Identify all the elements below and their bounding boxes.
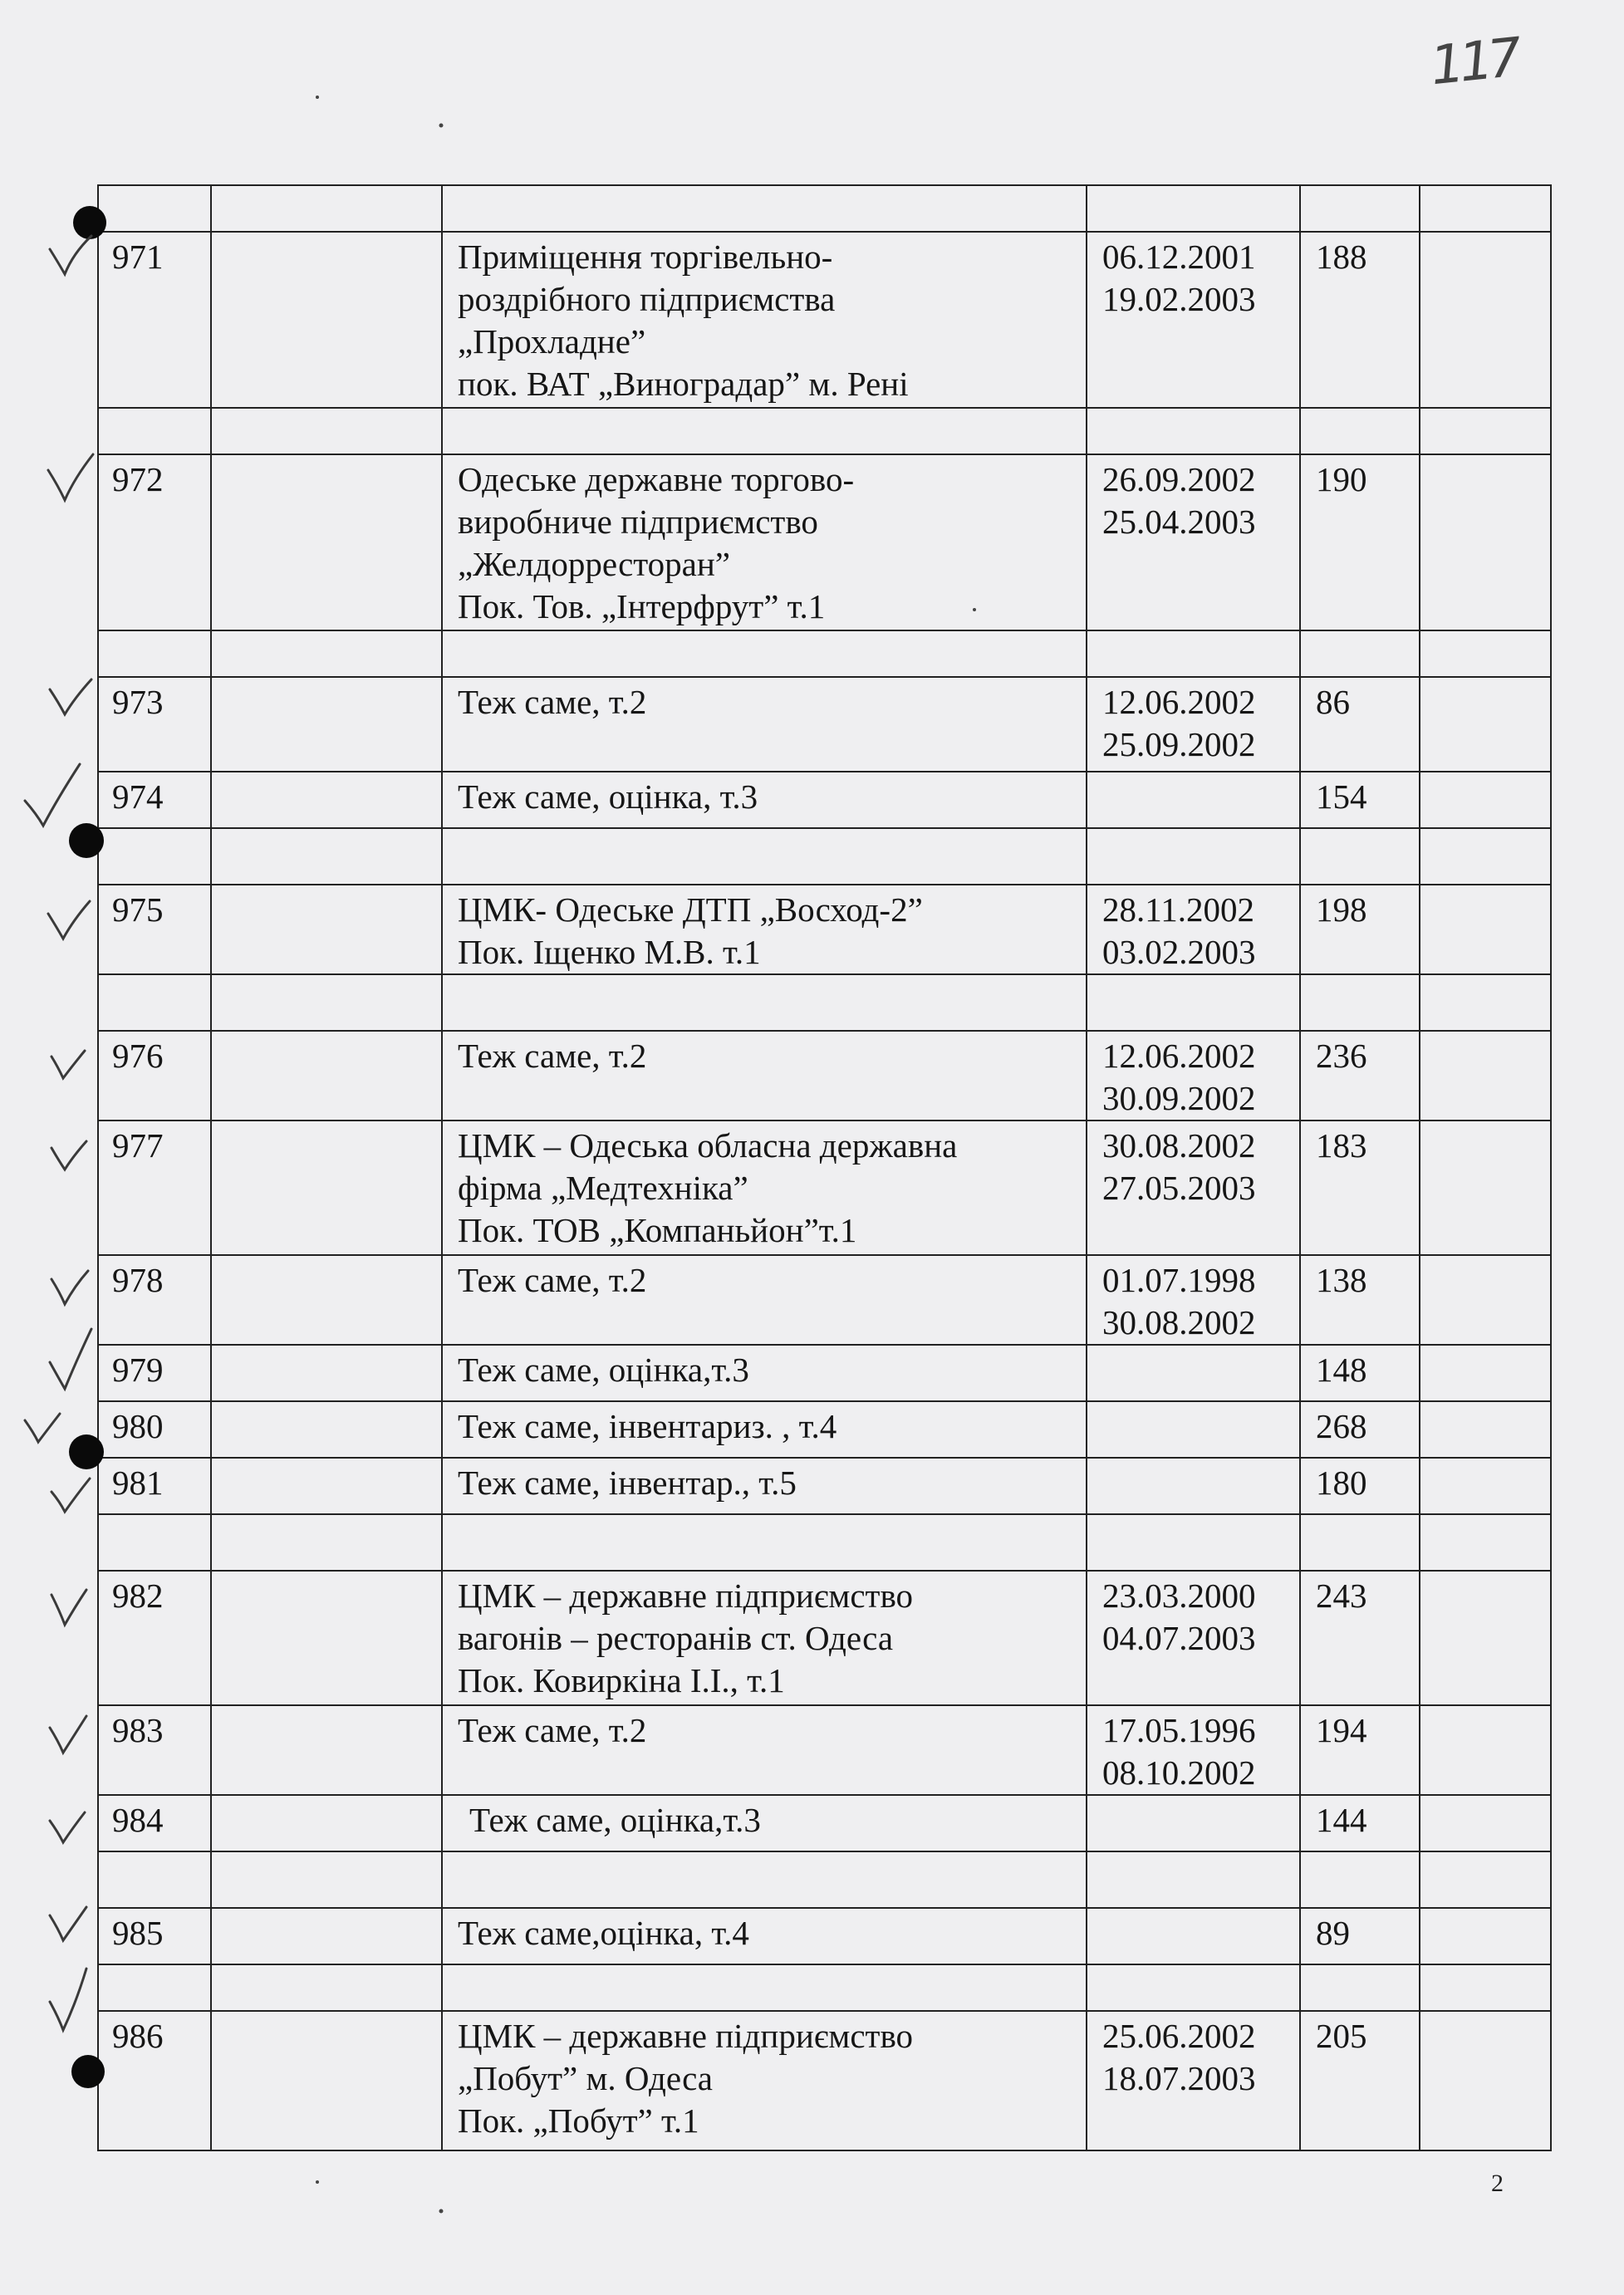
case-title-line: Теж саме, т.2 (458, 1037, 647, 1075)
case-number-cell: 976 (98, 1031, 211, 1121)
case-title-line: роздрібного підприємства (458, 280, 836, 318)
notes-cell (1420, 677, 1551, 772)
notes-cell (1420, 630, 1551, 677)
notes-cell (1420, 885, 1551, 974)
case-number-cell: 984 (98, 1795, 211, 1851)
notes-cell (1420, 1401, 1551, 1458)
inventory-table-body (98, 185, 1551, 2150)
table-row (98, 1908, 1551, 1964)
blank-column-cell (211, 185, 442, 232)
date-range-cell (1087, 772, 1300, 828)
case-title-line: ЦМК – державне підприємство (458, 1577, 914, 1615)
notes-cell (1420, 1795, 1551, 1851)
sheet-count-cell (1300, 630, 1420, 677)
start-date: 06.12.2001 (1102, 238, 1256, 276)
case-title-cell (442, 1851, 1087, 1908)
date-range-cell (1087, 2011, 1300, 2150)
notes-cell (1420, 1255, 1551, 1345)
case-title-line: Теж саме,оцінка, т.4 (458, 1914, 749, 1952)
notes-cell (1420, 828, 1551, 885)
start-date: 17.05.1996 (1102, 1711, 1256, 1749)
spacer-row (98, 1964, 1551, 2011)
case-number-cell (98, 1964, 211, 2011)
case-number-cell: 986 (98, 2011, 211, 2150)
case-number-cell: 979 (98, 1345, 211, 1401)
blank-column-cell (211, 232, 442, 408)
table-row (98, 1031, 1551, 1121)
case-title-cell (442, 1908, 1087, 1964)
check-mark (48, 454, 93, 500)
sheet-count-cell (1300, 1964, 1420, 2011)
table-row (98, 1571, 1551, 1705)
case-title-line: ЦМК- Одеське ДТП „Восход-2” (458, 890, 923, 929)
case-number-cell (98, 630, 211, 677)
check-mark (52, 1051, 85, 1078)
blank-column-cell (211, 630, 442, 677)
case-title-line: Теж саме, інвентар., т.5 (458, 1464, 797, 1502)
notes-cell (1420, 1514, 1551, 1571)
case-title-line: Пок. „Побут” т.1 (458, 2101, 699, 2140)
case-title-line: Теж саме, оцінка, т.3 (458, 777, 758, 816)
spacer-row (98, 408, 1551, 454)
table-row (98, 677, 1551, 772)
table-row (98, 232, 1551, 408)
date-range-cell (1087, 1514, 1300, 1571)
table-row (98, 1121, 1551, 1255)
case-title-line: Теж саме, т.2 (458, 1261, 647, 1299)
case-title-cell (442, 630, 1087, 677)
sheet-count-cell: 180 (1300, 1458, 1420, 1514)
blank-column-cell (211, 1795, 442, 1851)
sheet-count-cell: 138 (1300, 1255, 1420, 1345)
spacer-row (98, 630, 1551, 677)
start-date: 26.09.2002 (1102, 460, 1256, 498)
sheet-count-cell: 268 (1300, 1401, 1420, 1458)
case-number-cell (98, 408, 211, 454)
date-range-cell (1087, 185, 1300, 232)
notes-cell (1420, 1571, 1551, 1705)
date-range-cell (1087, 454, 1300, 630)
blank-column-cell (211, 1401, 442, 1458)
notes-cell (1420, 974, 1551, 1031)
start-date: 23.03.2000 (1102, 1577, 1256, 1615)
check-mark (50, 1812, 85, 1842)
blank-column-cell (211, 1908, 442, 1964)
table-row (98, 1401, 1551, 1458)
spacer-row (98, 974, 1551, 1031)
case-title-line: „Побут” м. Одеса (458, 2059, 713, 2097)
case-title-line: „Прохладне” (458, 322, 646, 360)
end-date: 25.09.2002 (1102, 725, 1256, 763)
sheet-count-cell: 198 (1300, 885, 1420, 974)
case-title-cell (442, 1964, 1087, 2011)
case-title-line: Теж саме, інвентариз. , т.4 (458, 1407, 837, 1445)
blank-column-cell (211, 1514, 442, 1571)
case-title-line: „Желдорресторан” (458, 545, 730, 583)
check-mark (48, 901, 90, 939)
start-date: 30.08.2002 (1102, 1126, 1256, 1165)
table-row (98, 454, 1551, 630)
spacer-row (98, 185, 1551, 232)
case-number-cell: 975 (98, 885, 211, 974)
date-range-cell (1087, 1795, 1300, 1851)
table-row (98, 1458, 1551, 1514)
blank-column-cell (211, 1031, 442, 1121)
date-range-cell (1087, 630, 1300, 677)
end-date: 08.10.2002 (1102, 1753, 1256, 1792)
case-title-cell (442, 1514, 1087, 1571)
check-mark (52, 1479, 90, 1512)
check-mark (52, 1271, 88, 1304)
end-date: 03.02.2003 (1102, 933, 1256, 971)
case-title-cell (442, 454, 1087, 630)
case-number-cell: 981 (98, 1458, 211, 1514)
blank-column-cell (211, 828, 442, 885)
case-title-cell (442, 1705, 1087, 1795)
date-range-cell (1087, 1571, 1300, 1705)
case-number-cell: 980 (98, 1401, 211, 1458)
date-range-cell (1087, 1705, 1300, 1795)
case-title-cell (442, 2011, 1087, 2150)
notes-cell (1420, 408, 1551, 454)
case-number-cell: 978 (98, 1255, 211, 1345)
handwritten-folio-number: 117 (1427, 27, 1520, 98)
check-mark (50, 236, 91, 274)
case-title-line: Пок. Тов. „Інтерфрут” т.1 (458, 587, 826, 625)
case-title-cell (442, 1031, 1087, 1121)
date-range-cell (1087, 1458, 1300, 1514)
case-title-cell (442, 1121, 1087, 1255)
notes-cell (1420, 1121, 1551, 1255)
table-row (98, 1705, 1551, 1795)
case-title-line: пок. ВАТ „Виноградар” м. Рені (458, 365, 909, 403)
case-title-cell (442, 232, 1087, 408)
sheet-count-cell: 148 (1300, 1345, 1420, 1401)
case-title-line: Теж саме, оцінка,т.3 (469, 1801, 761, 1839)
start-date: 01.07.1998 (1102, 1261, 1256, 1299)
blank-column-cell (211, 1345, 442, 1401)
check-mark (52, 1590, 86, 1625)
table-row (98, 1795, 1551, 1851)
end-date: 18.07.2003 (1102, 2059, 1256, 2097)
case-title-line: виробниче підприємство (458, 503, 818, 541)
case-title-cell (442, 1571, 1087, 1705)
notes-cell (1420, 1851, 1551, 1908)
start-date: 28.11.2002 (1102, 890, 1254, 929)
notes-cell (1420, 1458, 1551, 1514)
case-title-line: Теж саме, оцінка,т.3 (458, 1351, 749, 1389)
date-range-cell (1087, 885, 1300, 974)
notes-cell (1420, 1345, 1551, 1401)
sheet-count-cell: 183 (1300, 1121, 1420, 1255)
end-date: 30.08.2002 (1102, 1303, 1256, 1341)
sheet-count-cell: 194 (1300, 1705, 1420, 1795)
end-date: 19.02.2003 (1102, 280, 1256, 318)
blank-column-cell (211, 1458, 442, 1514)
date-range-cell (1087, 677, 1300, 772)
check-mark (50, 1969, 86, 2030)
start-date: 12.06.2002 (1102, 1037, 1256, 1075)
case-title-cell (442, 828, 1087, 885)
check-mark (50, 1716, 86, 1753)
notes-cell (1420, 1031, 1551, 1121)
sheet-count-cell (1300, 974, 1420, 1031)
page-number: 2 (1491, 2170, 1504, 2197)
sheet-count-cell (1300, 1514, 1420, 1571)
table-row (98, 772, 1551, 828)
sheet-count-cell: 190 (1300, 454, 1420, 630)
case-title-line: ЦМК – державне підприємство (458, 2017, 914, 2055)
case-title-cell (442, 677, 1087, 772)
end-date: 30.09.2002 (1102, 1079, 1256, 1117)
date-range-cell (1087, 828, 1300, 885)
case-title-cell (442, 974, 1087, 1031)
sheet-count-cell: 243 (1300, 1571, 1420, 1705)
check-mark (25, 764, 80, 826)
notes-cell (1420, 232, 1551, 408)
case-title-cell (442, 772, 1087, 828)
date-range-cell (1087, 1964, 1300, 2011)
case-title-cell (442, 1795, 1087, 1851)
case-title-line: Теж саме, т.2 (458, 683, 647, 721)
sheet-count-cell (1300, 828, 1420, 885)
blank-column-cell (211, 772, 442, 828)
case-number-cell (98, 1514, 211, 1571)
stray-dot (316, 96, 319, 99)
sheet-count-cell: 89 (1300, 1908, 1420, 1964)
case-title-line: Приміщення торгівельно- (458, 238, 833, 276)
stray-dot (439, 124, 444, 128)
inventory-table (97, 184, 1552, 2151)
case-number-cell: 973 (98, 677, 211, 772)
date-range-cell (1087, 1851, 1300, 1908)
blank-column-cell (211, 974, 442, 1031)
sheet-count-cell (1300, 408, 1420, 454)
start-date: 25.06.2002 (1102, 2017, 1256, 2055)
case-number-cell (98, 974, 211, 1031)
case-number-cell: 977 (98, 1121, 211, 1255)
check-mark (50, 1329, 91, 1389)
sheet-count-cell: 154 (1300, 772, 1420, 828)
sheet-count-cell: 144 (1300, 1795, 1420, 1851)
start-date: 12.06.2002 (1102, 683, 1256, 721)
sheet-count-cell: 236 (1300, 1031, 1420, 1121)
sheet-count-cell: 86 (1300, 677, 1420, 772)
case-number-cell: 971 (98, 232, 211, 408)
end-date: 27.05.2003 (1102, 1169, 1256, 1207)
case-number-cell: 974 (98, 772, 211, 828)
sheet-count-cell: 205 (1300, 2011, 1420, 2150)
notes-cell (1420, 1908, 1551, 1964)
case-title-line: Одеське державне торгово- (458, 460, 855, 498)
check-mark (50, 1907, 86, 1940)
case-title-cell (442, 885, 1087, 974)
notes-cell (1420, 185, 1551, 232)
notes-cell (1420, 1964, 1551, 2011)
date-range-cell (1087, 1401, 1300, 1458)
case-number-cell: 983 (98, 1705, 211, 1795)
blank-column-cell (211, 885, 442, 974)
sheet-count-cell: 188 (1300, 232, 1420, 408)
end-date: 25.04.2003 (1102, 503, 1256, 541)
case-title-line: Пок. Ковиркіна І.І., т.1 (458, 1661, 785, 1699)
spacer-row (98, 1514, 1551, 1571)
blank-column-cell (211, 1964, 442, 2011)
notes-cell (1420, 2011, 1551, 2150)
date-range-cell (1087, 1345, 1300, 1401)
case-number-cell (98, 1851, 211, 1908)
check-marks (25, 236, 93, 2030)
case-title-cell (442, 185, 1087, 232)
case-title-line: фірма „Медтехніка” (458, 1169, 748, 1207)
stray-dot (439, 2209, 444, 2214)
case-title-cell (442, 408, 1087, 454)
table-row (98, 1345, 1551, 1401)
case-number-cell: 972 (98, 454, 211, 630)
date-range-cell (1087, 1908, 1300, 1964)
case-title-cell (442, 1345, 1087, 1401)
blank-column-cell (211, 454, 442, 630)
spacer-row (98, 1851, 1551, 1908)
blank-column-cell (211, 677, 442, 772)
stray-dot (316, 2180, 319, 2184)
case-number-cell: 982 (98, 1571, 211, 1705)
end-date: 04.07.2003 (1102, 1619, 1256, 1657)
sheet-count-cell (1300, 185, 1420, 232)
table-row (98, 2011, 1551, 2150)
case-title-line: ЦМК – Одеська обласна державна (458, 1126, 958, 1165)
blank-column-cell (211, 408, 442, 454)
check-mark (25, 1414, 60, 1442)
notes-cell (1420, 454, 1551, 630)
date-range-cell (1087, 1121, 1300, 1255)
case-title-line: вагонів – ресторанів ст. Одеса (458, 1619, 894, 1657)
blank-column-cell (211, 1121, 442, 1255)
case-title-line: Пок. ТОВ „Компаньйон”т.1 (458, 1211, 857, 1249)
date-range-cell (1087, 1031, 1300, 1121)
notes-cell (1420, 772, 1551, 828)
check-mark (50, 679, 91, 714)
case-title-line: Теж саме, т.2 (458, 1711, 647, 1749)
case-title-cell (442, 1255, 1087, 1345)
case-title-line: Пок. Іщенко М.В. т.1 (458, 933, 761, 971)
case-number-cell (98, 828, 211, 885)
table-row (98, 885, 1551, 974)
blank-column-cell (211, 1571, 442, 1705)
blank-column-cell (211, 1255, 442, 1345)
date-range-cell (1087, 408, 1300, 454)
date-range-cell (1087, 1255, 1300, 1345)
spacer-row (98, 828, 1551, 885)
case-title-cell (442, 1401, 1087, 1458)
case-number-cell: 985 (98, 1908, 211, 1964)
blank-column-cell (211, 1705, 442, 1795)
sheet-count-cell (1300, 1851, 1420, 1908)
table-row (98, 1255, 1551, 1345)
blank-column-cell (211, 2011, 442, 2150)
notes-cell (1420, 1705, 1551, 1795)
case-title-cell (442, 1458, 1087, 1514)
check-mark (52, 1141, 86, 1170)
date-range-cell (1087, 974, 1300, 1031)
blank-column-cell (211, 1851, 442, 1908)
date-range-cell (1087, 232, 1300, 408)
case-number-cell (98, 185, 211, 232)
